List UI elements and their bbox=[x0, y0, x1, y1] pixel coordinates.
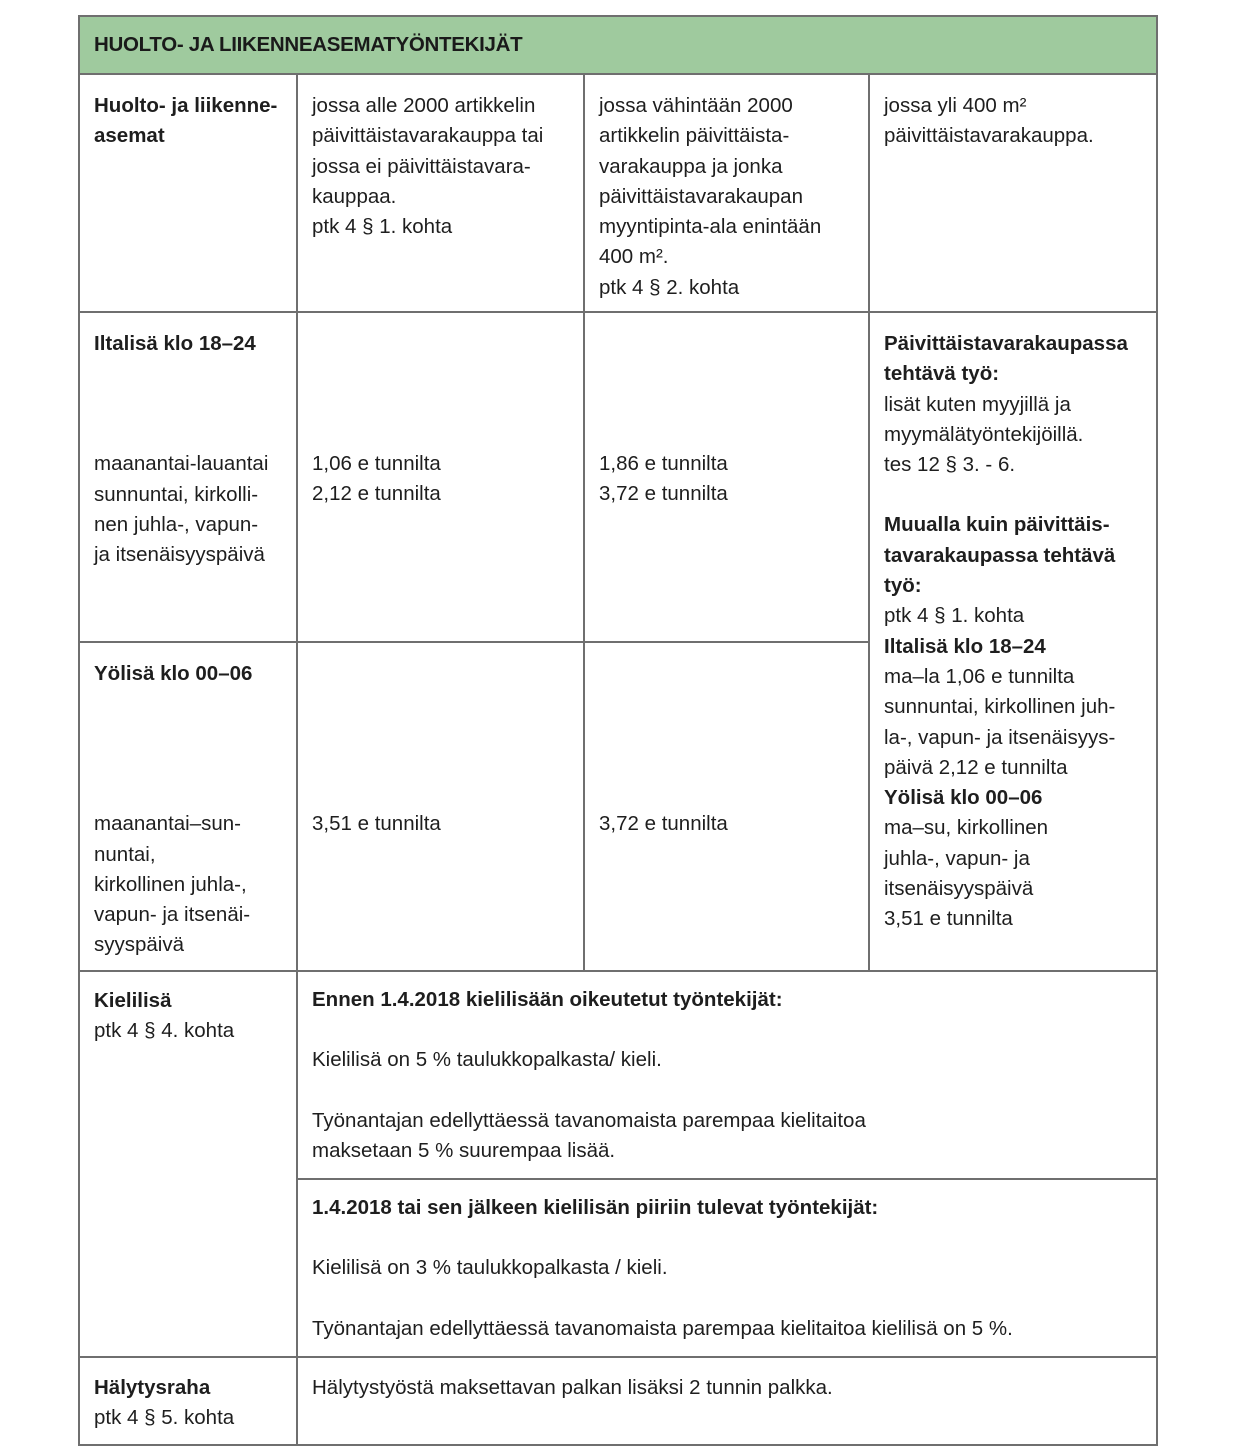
text-line: 3,72 e tunnilta bbox=[599, 812, 728, 835]
text-line: kauppaa. bbox=[312, 184, 397, 208]
cell-asemat-col2 bbox=[584, 74, 869, 312]
text-line: myyntipinta-ala enintään bbox=[599, 215, 822, 239]
text-line: päivittäistavarakaupan bbox=[599, 184, 803, 208]
text-line: maksetaan 5 % suurempaa lisää. bbox=[312, 1138, 616, 1162]
text-line: ma–su, kirkollinen bbox=[884, 816, 1049, 840]
table-row bbox=[79, 1357, 1157, 1445]
cell-yo-col2 bbox=[584, 642, 869, 971]
text-line: 3,51 e tunnilta bbox=[312, 812, 441, 835]
ilta-heading: Iltalisä klo 18–24 bbox=[94, 332, 256, 355]
table-row bbox=[79, 312, 1157, 642]
cell-kielilisa bbox=[297, 971, 1157, 1357]
text-line: Yölisä klo 00–06 bbox=[884, 786, 1043, 810]
text-line: 3,72 e tunnilta bbox=[599, 482, 728, 506]
text-line: päivä 2,12 e tunnilta bbox=[884, 755, 1068, 779]
cell-halytysraha: Hälytystyöstä maksettavan palkan lisäksi 2 tunnin palkka. bbox=[297, 1357, 1157, 1445]
text-line: Työnantajan edellyttäessä tavanomaista parempaa kielitaitoa bbox=[312, 1108, 866, 1132]
row-label-yo bbox=[79, 642, 297, 971]
text-line: jossa ei päivittäistavara- bbox=[312, 154, 531, 178]
text-line: maanantai-lauantai bbox=[94, 452, 269, 476]
text-line: ptk 4 § 5. kohta bbox=[94, 1406, 235, 1430]
text-line: Ennen 1.4.2018 kielilisään oikeutetut työntekijät: bbox=[312, 988, 783, 1011]
halytysraha-heading: Hälytysraha bbox=[94, 1376, 211, 1400]
kielilisa-heading: Kielilisä bbox=[94, 989, 172, 1012]
text-line: maanantai–sun- bbox=[94, 812, 242, 836]
text-line: lisät kuten myyjillä ja bbox=[884, 392, 1071, 416]
text-line: ja itsenäisyyspäivä bbox=[94, 543, 265, 567]
text-line: artikkelin päivittäista- bbox=[599, 124, 790, 148]
text-line: työ: bbox=[884, 574, 922, 598]
text-line: tavarakaupassa tehtävä bbox=[884, 543, 1116, 567]
text-line: Kielilisä on 5 % taulukkopalkasta/ kieli. bbox=[312, 1048, 662, 1072]
text-line: juhla-, vapun- ja bbox=[884, 846, 1030, 870]
kielilisa-block-2 bbox=[298, 1180, 1156, 1356]
text-line: jossa yli 400 m² bbox=[884, 94, 1027, 117]
text-line: 1,86 e tunnilta bbox=[599, 452, 728, 475]
cell-ilta-col1 bbox=[297, 312, 584, 642]
text-line: 400 m². bbox=[599, 245, 669, 269]
row-label-halytysraha bbox=[79, 1357, 297, 1445]
text-line: 1.4.2018 tai sen jälkeen kielilisän piiriin tulevat työntekijät: bbox=[312, 1196, 879, 1220]
text-line: jossa vähintään 2000 bbox=[599, 94, 793, 117]
table-row bbox=[79, 74, 1157, 312]
cell-asemat-col3 bbox=[869, 74, 1157, 312]
text-line: Päivittäistavarakaupassa bbox=[884, 332, 1128, 355]
row-label-ilta bbox=[79, 312, 297, 642]
text-line: sunnuntai, kirkolli- bbox=[94, 482, 259, 506]
cell-ilta-col2 bbox=[584, 312, 869, 642]
compensation-table bbox=[78, 15, 1158, 1446]
row-label-kielilisa bbox=[79, 971, 297, 1357]
text-line: ptk 4 § 2. kohta bbox=[599, 275, 740, 299]
text-line: Iltalisä klo 18–24 bbox=[884, 634, 1046, 658]
text-line: jossa alle 2000 artikkelin bbox=[312, 94, 536, 117]
text-line: kirkollinen juhla-, bbox=[94, 872, 247, 896]
text-line: nuntai, bbox=[94, 842, 156, 866]
text-line: varakauppa ja jonka bbox=[599, 154, 783, 178]
text-line: vapun- ja itsenäi- bbox=[94, 903, 251, 927]
text-line: ma–la 1,06 e tunnilta bbox=[884, 664, 1075, 688]
cell-col3-merged bbox=[869, 312, 1157, 971]
text-line: sunnuntai, kirkollinen juh- bbox=[884, 695, 1116, 719]
row-label-asemat: Huolto- ja liikenne-asemat bbox=[79, 74, 297, 312]
text-line: itsenäisyyspäivä bbox=[884, 877, 1034, 901]
text-line: 2,12 e tunnilta bbox=[312, 482, 441, 506]
text-line: Kielilisä on 3 % taulukkopalkasta / kieli. bbox=[312, 1256, 668, 1280]
cell-yo-col1 bbox=[297, 642, 584, 971]
text-line: tehtävä työ: bbox=[884, 362, 1000, 386]
text-line: Muualla kuin päivittäis- bbox=[884, 513, 1110, 537]
text-line: ptk 4 § 4. kohta bbox=[94, 1019, 235, 1043]
text-line: ptk 4 § 1. kohta bbox=[884, 604, 1025, 628]
table-row bbox=[79, 971, 1157, 1357]
text-line: 1,06 e tunnilta bbox=[312, 452, 441, 475]
kielilisa-block-1 bbox=[298, 972, 1156, 1180]
text-line: Työnantajan edellyttäessä tavanomaista parempaa kielitaitoa kielilisä on 5 %. bbox=[312, 1316, 1013, 1340]
text-line: syyspäivä bbox=[94, 933, 185, 957]
table-title: HUOLTO- JA LIIKENNEASEMATYÖNTEKIJÄT bbox=[79, 16, 1157, 74]
text-line: päivittäistavarakauppa tai bbox=[312, 124, 544, 148]
text-line: päivittäistavarakauppa. bbox=[884, 124, 1094, 148]
text-line: myymälätyöntekijöillä. bbox=[884, 422, 1084, 446]
text-line: la-, vapun- ja itsenäisyys- bbox=[884, 725, 1116, 749]
text-line: ptk 4 § 1. kohta bbox=[312, 215, 453, 239]
text-line: tes 12 § 3. - 6. bbox=[884, 453, 1016, 477]
cell-asemat-col1 bbox=[297, 74, 584, 312]
text-line: 3,51 e tunnilta bbox=[884, 907, 1013, 931]
text-line: nen juhla-, vapun- bbox=[94, 512, 259, 536]
yo-heading: Yölisä klo 00–06 bbox=[94, 662, 253, 685]
